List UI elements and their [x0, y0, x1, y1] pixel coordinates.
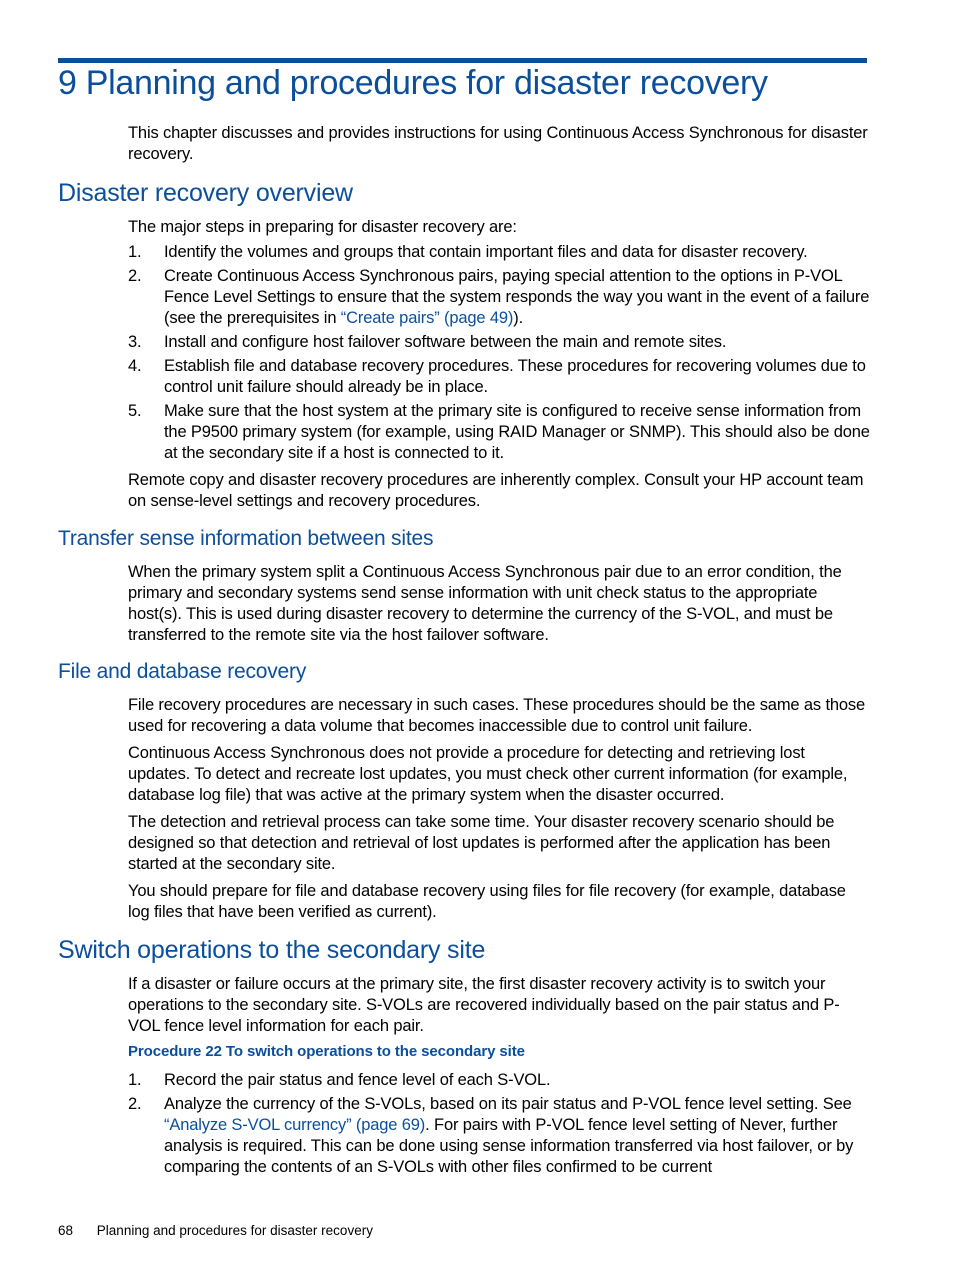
overview-lead: The major steps in preparing for disaster recovery are: [128, 218, 517, 236]
overview-closing: Remote copy and disaster recovery procedures are inherently complex. Consult your HP account team on sense-level settings and recovery procedures. [128, 471, 864, 510]
list-item: 1. Record the pair status and fence level of each S-VOL. [128, 1071, 551, 1089]
section-heading-file-db: File and database recovery [58, 660, 307, 683]
create-pairs-link[interactable]: “Create pairs” (page 49) [340, 309, 514, 327]
overview-steps [128, 242, 870, 467]
file-db-paragraph: File recovery procedures are necessary in such cases. These procedures should be the same as those used for recovering a data volume that becomes inaccessible due to control unit failure. [128, 696, 866, 735]
list-item: 2. Create Continuous Access Synchronous pairs, paying special attention to the options in P-VOL Fence Level Settings to ensure that the system responds the way you want in the event of a failure (see the prerequisites in “Create pairs” (page 49)). [128, 267, 870, 327]
file-db-paragraph: The detection and retrieval process can take some time. Your disaster recovery scenario should be designed so that detection and retrieval of lost updates is performed after the application has been started at the secondary site. [128, 813, 835, 873]
file-db-paragraph: Continuous Access Synchronous does not provide a procedure for detecting and retrieving lost updates. To detect and recreate lost updates, you must check other current information (for example, database log file) that was active at the primary system when the disaster occurred. [128, 744, 848, 804]
chapter-rule [58, 58, 867, 63]
switch-steps [128, 1070, 870, 1181]
switch-body: If a disaster or failure occurs at the primary site, the first disaster recovery activity is to switch your operations to the secondary site. S-VOLs are recovered individually based on the pair status and P-VOL fence level information for each pair. [128, 975, 840, 1035]
section-heading-transfer: Transfer sense information between sites [58, 527, 434, 550]
list-item: 3. Install and configure host failover software between the main and remote sites. [128, 333, 727, 351]
section-heading-switch: Switch operations to the secondary site [58, 936, 486, 964]
procedure-title: Procedure 22 To switch operations to the secondary site [128, 1043, 525, 1060]
list-item: 1. Identify the volumes and groups that contain important files and data for disaster recovery. [128, 243, 808, 261]
running-title: Planning and procedures for disaster recovery [96, 1223, 373, 1238]
chapter-intro: This chapter discusses and provides instructions for using Continuous Access Synchronous for disaster recovery. [128, 124, 868, 163]
list-item: 2. Analyze the currency of the S-VOLs, based on its pair status and P-VOL fence level setting. See “Analyze S-VOL currency” (page 69). For pairs with P-VOL fence level setting of Never, further analysis is required. This can be done using sense information transferred via host failover, or by comparing the contents of an S-VOLs with other files confirmed to be current [128, 1095, 854, 1176]
page-footer [58, 1223, 373, 1238]
analyze-svol-currency-link[interactable]: “Analyze S-VOL currency” (page 69) [164, 1116, 426, 1134]
list-item: 5. Make sure that the host system at the primary site is configured to receive sense information from the P9500 primary system (for example, using RAID Manager or SNMP). This should also be done at the secondary site if a host is connected to it. [128, 402, 870, 462]
list-item: 4. Establish file and database recovery procedures. These procedures for recovering volumes due to control unit failure should already be in place. [128, 357, 866, 396]
file-db-paragraph: You should prepare for file and database recovery using files for file recovery (for example, database log files that have been verified as current). [128, 882, 846, 921]
chapter-title: 9 Planning and procedures for disaster recovery [58, 64, 768, 102]
section-heading-overview: Disaster recovery overview [58, 179, 353, 207]
transfer-body: When the primary system split a Continuous Access Synchronous pair due to an error condition, the primary and secondary systems send sense information with unit check status to the appropriate host(s). This is used during disaster recovery to determine the currency of the S-VOL, and must be transferred to the remote site via the host failover software. [128, 563, 842, 644]
page-number: 68 [58, 1223, 74, 1238]
